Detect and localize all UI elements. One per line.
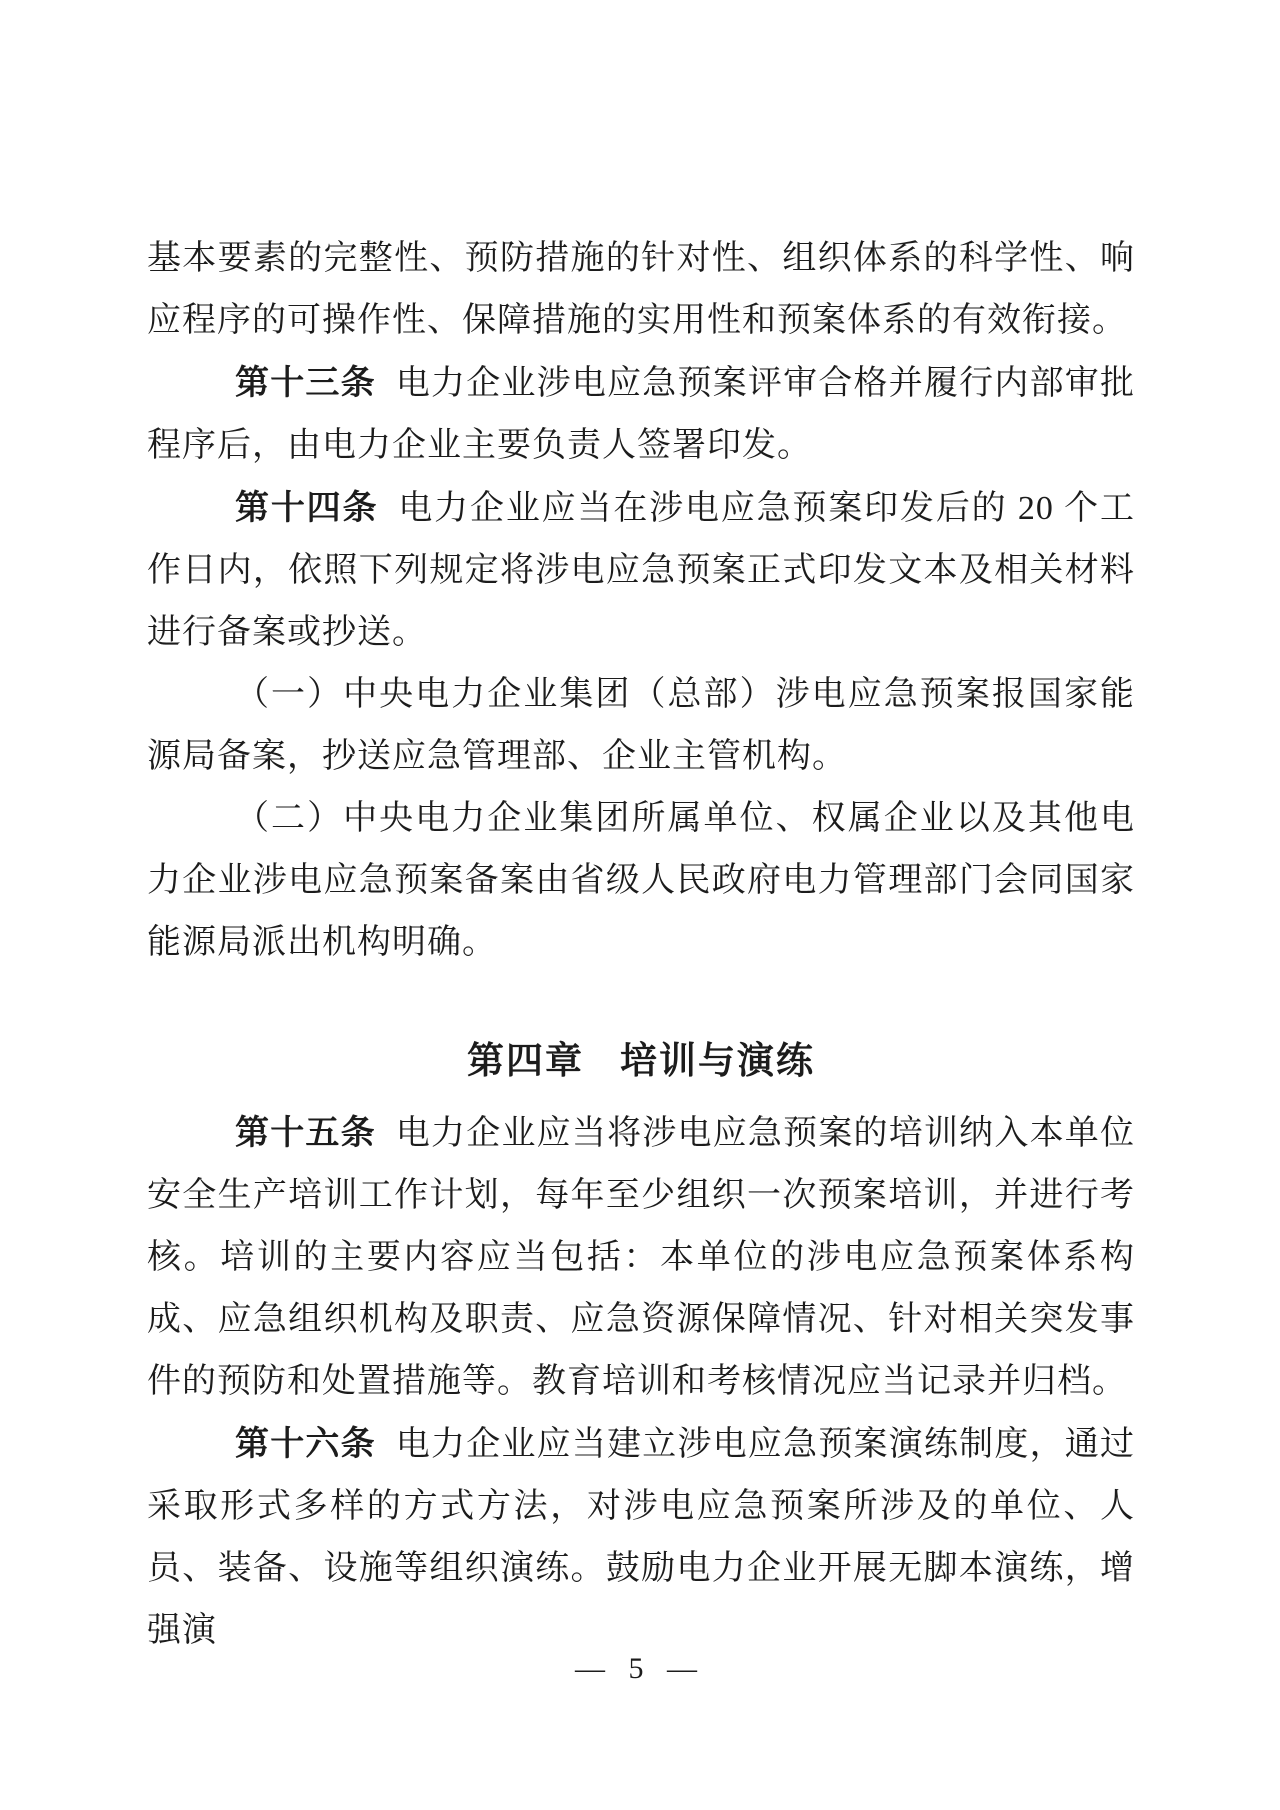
paragraph-text: （一）中央电力企业集团（总部）涉电应急预案报国家能源局备案，抄送应急管理部、企业主管机构。 (147, 676, 1135, 775)
paragraph-text: 电力企业应当建立涉电应急预案演练制度，通过采取形式多样的方式方法，对涉电应急预案所涉及的单位、人员、装备、设施等组织演练。鼓励电力企业开展无脚本演练，增强演 (147, 1426, 1136, 1649)
paragraph-text: 电力企业应当将涉电应急预案的培训纳入本单位安全生产培训工作计划，每年至少组织一次预案培训，并进行考核。培训的主要内容应当包括：本单位的涉电应急预案体系构成、应急组织机构及职责、应急资源保障情况、针对相关突发事件的预防和处置措施等。教育培训和考核情况应当记录并归档。 (147, 1115, 1136, 1400)
paragraph-item-1 (147, 664, 1135, 788)
paragraph-text: 基本要素的完整性、预防措施的针对性、组织体系的科学性、响应程序的可操作性、保障措施的实用性和预案体系的有效衔接。 (147, 240, 1135, 339)
paragraph-text: （二）中央电力企业集团所属单位、权属企业以及其他电力企业涉电应急预案备案由省级人民政府电力管理部门会同国家能源局派出机构明确。 (147, 800, 1135, 961)
article-number: 第十四条 (235, 489, 379, 527)
paragraph-text: 电力企业应当在涉电应急预案印发后的 20 个工作日内，依照下列规定将涉电应急预案正式印发文本及相关材料进行备案或抄送。 (147, 490, 1136, 651)
article-number: 第十六条 (235, 1425, 376, 1463)
paragraph-article-15 (147, 1102, 1135, 1413)
paragraph-article-13 (147, 352, 1135, 477)
paragraph-article-14 (147, 477, 1135, 664)
page-number: — 5 — (575, 1652, 705, 1685)
chapter-heading (147, 1030, 1135, 1092)
article-number: 第十五条 (235, 1114, 376, 1152)
paragraph-article-16 (147, 1413, 1135, 1662)
document-body (147, 228, 1135, 1662)
article-number: 第十三条 (235, 364, 376, 402)
paragraph-continuation (147, 228, 1135, 352)
chapter-title: 培训与演练 (620, 1040, 815, 1081)
chapter-number: 第四章 (467, 1040, 584, 1081)
paragraph-item-2 (147, 788, 1135, 974)
paragraph-text: 电力企业涉电应急预案评审合格并履行内部审批程序后，由电力企业主要负责人签署印发。 (147, 365, 1136, 464)
